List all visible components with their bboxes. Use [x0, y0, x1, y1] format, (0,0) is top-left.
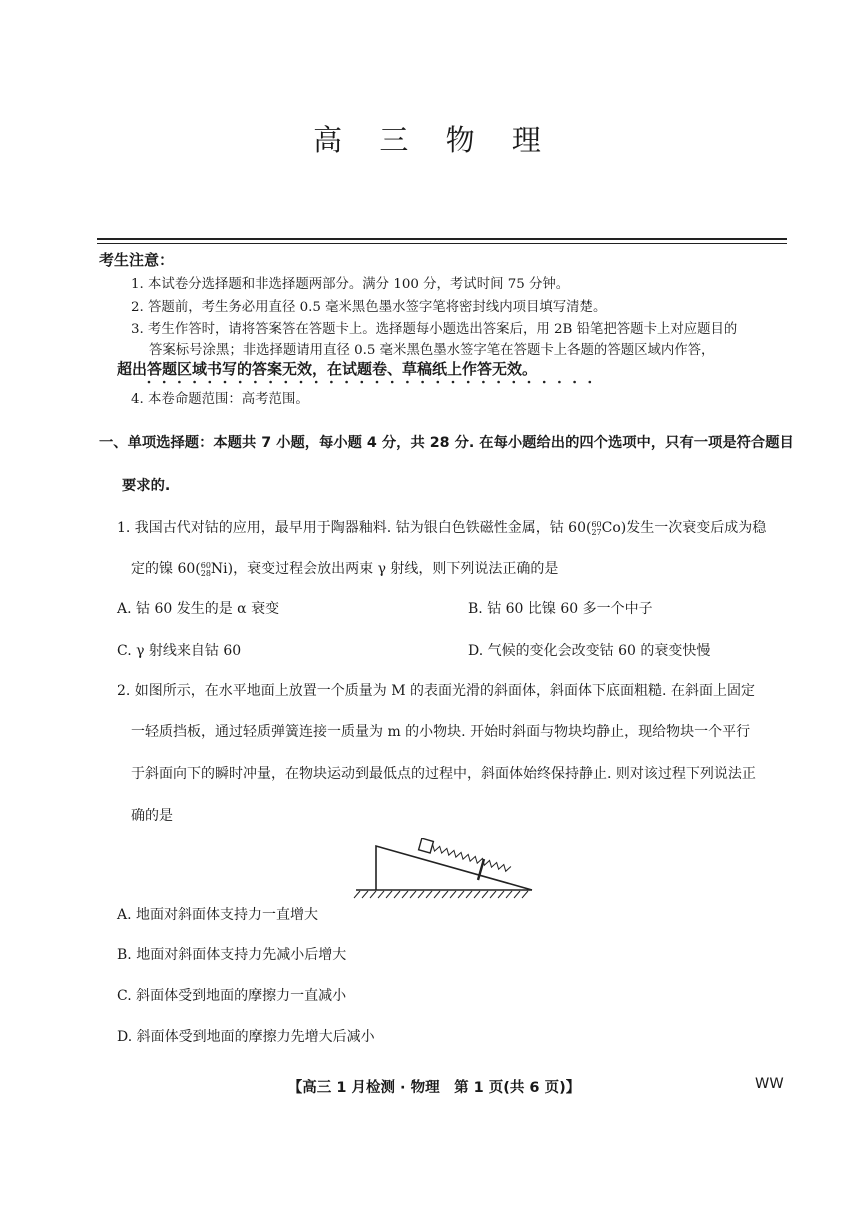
ground-hatching: [354, 891, 528, 898]
q2-option-c: C. 斜面体受到地面的摩擦力一直减小: [117, 988, 347, 1004]
q1-option-d: D. 气候的变化会改变钴 60 的衰变快慢: [468, 643, 711, 659]
q1-text-c: 定的镍 60(: [131, 561, 201, 577]
ni-symbol: Ni: [210, 561, 228, 577]
co-mass-number: 60: [591, 520, 602, 529]
q1-text-d: )，衰变过程会放出两束 γ 射线，则下列说法正确的是: [227, 561, 559, 577]
q1-text-a: 1. 我国古代对钴的应用，最早用于陶器釉料. 钴为银白色铁磁性金属，钴 60(: [117, 520, 592, 536]
notice-item-3-cont: 答案标号涂黑；非选择题请用直径 0.5 毫米黑色墨水签字笔在答题卡上各题的答题区域内作答，: [149, 343, 715, 358]
notice-emphasis: 超出答题区域书写的答案无效，在试题卷、草稿纸上作答无效。: [117, 360, 538, 378]
question-1-line-2: [131, 558, 558, 578]
q2-option-b: B. 地面对斜面体支持力先减小后增大: [117, 947, 347, 963]
notice-heading: 考生注意：: [99, 251, 175, 269]
notice-item-4: 4. 本卷命题范围：高考范围。: [131, 392, 309, 407]
q1-option-c: C. γ 射线来自钴 60: [117, 643, 242, 659]
question-2-line-4: 确的是: [131, 808, 173, 824]
notice-item-2: 2. 答题前，考生务必用直径 0.5 毫米黑色墨水签字笔将密封线内项目填写清楚。: [131, 300, 607, 315]
q1-option-a: A. 钴 60 发生的是 α 衰变: [117, 601, 280, 617]
header-rule-thin: [97, 243, 787, 244]
emphasis-dots: [146, 379, 601, 385]
section-heading: 一、单项选择题：本题共 7 小题，每小题 4 分，共 28 分. 在每小题给出的四个选项中，只有一项是符合题目: [99, 435, 794, 451]
page-title: 高 三 物 理: [313, 123, 555, 157]
co-atomic-number: 27: [591, 528, 602, 537]
q2-option-a: A. 地面对斜面体支持力一直增大: [117, 907, 319, 923]
q1-option-b: B. 钴 60 比镍 60 多一个中子: [468, 601, 653, 617]
section-heading-cont: 要求的.: [122, 478, 171, 494]
question-2-line-1: 2. 如图所示，在水平地面上放置一个质量为 M 的表面光滑的斜面体，斜面体下底面粗糙. 在斜面上固定: [117, 683, 755, 699]
page-footer: 【高三 1 月检测 · 物理 第 1 页(共 6 页)】: [287, 1080, 581, 1096]
incline-spring-figure: [350, 838, 540, 902]
q1-text-b: )发生一次衰变后成为稳: [620, 520, 767, 536]
notice-item-3: 3. 考生作答时，请将答案答在答题卡上。选择题每小题选出答案后，用 2B 铅笔把答题卡上对应题目的: [131, 322, 738, 337]
question-2-line-2: 一轻质挡板，通过轻质弹簧连接一质量为 m 的小物块. 开始时斜面与物块均静止，现给物块一个平行: [131, 724, 751, 740]
ni-isotope-prefix: [201, 562, 211, 578]
block-and-spring: [419, 838, 512, 875]
question-1-line-1: [117, 517, 766, 537]
ni-mass-number: 60: [200, 561, 211, 570]
notice-item-1: 1. 本试卷分选择题和非选择题两部分。满分 100 分，考试时间 75 分钟。: [131, 277, 570, 292]
header-rule-thick: [97, 238, 787, 240]
q2-option-d: D. 斜面体受到地面的摩擦力先增大后减小: [117, 1029, 375, 1045]
footer-code: WW: [755, 1076, 784, 1092]
question-2-line-3: 于斜面向下的瞬时冲量，在物块运动到最低点的过程中，斜面体始终保持静止. 则对该过程下列说法正: [131, 766, 756, 782]
small-block: [419, 838, 434, 853]
spring-coil: [431, 844, 511, 872]
co-symbol: Co: [601, 520, 621, 536]
co-isotope-prefix: [591, 521, 601, 537]
ni-atomic-number: 28: [200, 569, 211, 578]
